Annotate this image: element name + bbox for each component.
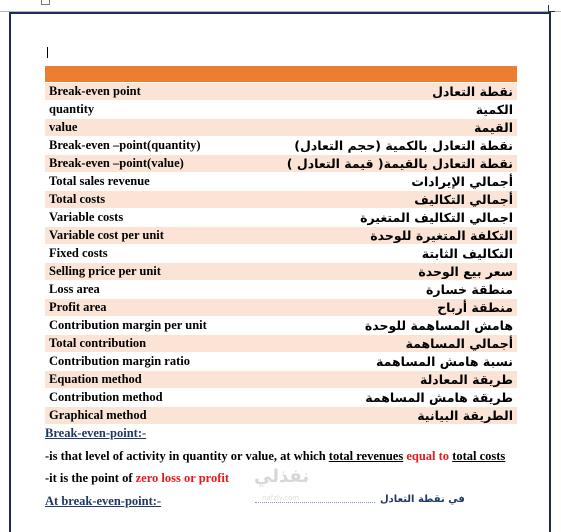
definition-text: -it is the point of	[45, 471, 136, 485]
table-row	[45, 173, 517, 191]
table-row	[45, 263, 517, 281]
term-arabic: القيمة	[272, 119, 517, 137]
term-english: Contribution method	[45, 389, 272, 407]
term-arabic: نقطة التعادل	[272, 83, 517, 101]
term-english: Contribution margin ratio	[45, 353, 272, 371]
terms-table	[45, 66, 517, 425]
total-costs-term: total costs	[452, 449, 506, 463]
term-arabic: نقطة التعادل بالكمية (حجم التعادل)	[272, 137, 517, 155]
sub-heading: At break-even-point:-	[45, 494, 162, 508]
zero-loss-term: zero loss or profit	[135, 471, 230, 485]
term-english: Profit area	[45, 299, 272, 317]
table-row	[45, 209, 517, 227]
term-english: Total contribution	[45, 335, 272, 353]
term-arabic: سعر بيع الوحدة	[272, 263, 517, 281]
term-english: Variable costs	[45, 209, 272, 227]
term-english: Variable cost per unit	[45, 227, 272, 245]
table-header-cell	[272, 66, 517, 83]
table-row	[45, 335, 517, 353]
term-arabic: طريقة المعادلة	[272, 371, 517, 389]
term-arabic: أجمالي التكاليف	[272, 191, 517, 209]
term-english: Graphical method	[45, 407, 272, 425]
definition-line-2	[45, 471, 229, 486]
term-english: Selling price per unit	[45, 263, 272, 281]
table-row	[45, 83, 517, 101]
term-arabic: طريقة هامش المساهمة	[272, 389, 517, 407]
table-row	[45, 227, 517, 245]
watermark-logo: نفذلي	[254, 466, 310, 487]
term-arabic: أجمالي الإيرادات	[272, 173, 517, 191]
term-arabic: نسبة هامش المساهمة	[272, 353, 517, 371]
term-arabic: منطقة خسارة	[272, 281, 517, 299]
term-english: Total costs	[45, 191, 272, 209]
term-english: value	[45, 119, 272, 137]
table-row	[45, 299, 517, 317]
definition-line-1	[45, 449, 505, 464]
term-arabic: نقطة التعادل بالقيمة( قيمة التعادل )	[272, 155, 517, 173]
term-english: quantity	[45, 101, 272, 119]
term-arabic: الطريقة البيانية	[272, 407, 517, 425]
equal-to-term: equal to	[406, 449, 450, 463]
sub-heading-arabic: في نقطة التعادل	[380, 494, 465, 505]
table-row	[45, 353, 517, 371]
term-arabic: أجمالي المساهمة	[272, 335, 517, 353]
table-row	[45, 317, 517, 335]
page-corner-marker-icon	[548, 5, 555, 12]
term-english: Break-even –point(value)	[45, 155, 272, 173]
term-arabic: التكلفة المتغيرة للوحدة	[272, 227, 517, 245]
term-arabic: هامش المساهمة للوحدة	[272, 317, 517, 335]
table-row	[45, 137, 517, 155]
term-english: Loss area	[45, 281, 272, 299]
total-revenues-term: total revenues	[328, 449, 404, 463]
term-english: Equation method	[45, 371, 272, 389]
table-row	[45, 389, 517, 407]
definition-text: -is that level of activity in quantity or value, at which	[45, 449, 329, 463]
table-row	[45, 191, 517, 209]
section-heading: Break-even-point:-	[45, 426, 147, 440]
table-row	[45, 119, 517, 137]
term-arabic: التكاليف الثابتة	[272, 245, 517, 263]
term-english: Break-even –point(quantity)	[45, 137, 272, 155]
term-english: Total sales revenue	[45, 173, 272, 191]
table-row	[45, 371, 517, 389]
anchor-marker-icon	[41, 0, 50, 5]
table-row	[45, 101, 517, 119]
term-english: Break-even point	[45, 83, 272, 101]
table-header-row	[45, 66, 517, 83]
text-cursor	[47, 47, 48, 58]
term-arabic: اجمالي التكاليف المتغيرة	[272, 209, 517, 227]
table-header-cell	[45, 66, 272, 83]
table-row	[45, 281, 517, 299]
term-arabic: الكمية	[272, 101, 517, 119]
table-row	[45, 155, 517, 173]
dotted-separator	[255, 502, 375, 503]
table-row	[45, 245, 517, 263]
term-english: Fixed costs	[45, 245, 272, 263]
watermark-url: nafzly.com	[262, 494, 300, 502]
term-arabic: منطقة أرباح	[272, 299, 517, 317]
term-english: Contribution margin per unit	[45, 317, 272, 335]
table-row	[45, 407, 517, 425]
